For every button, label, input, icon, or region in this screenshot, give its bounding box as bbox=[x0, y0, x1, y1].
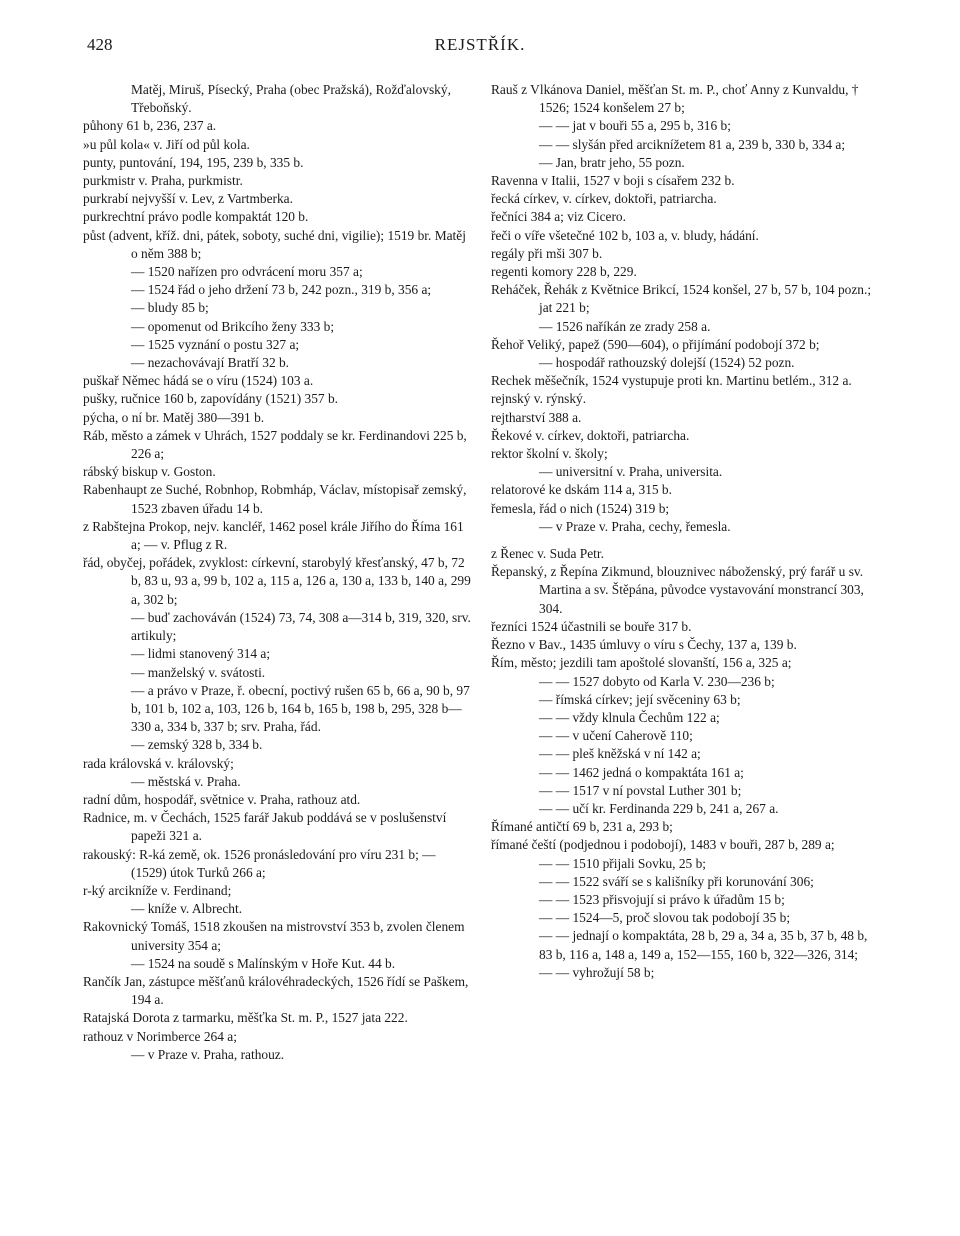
index-entry: Rauš z Vlkánova Daniel, měšťan St. m. P., choť Anny z Kunvaldu, † 1526; 1524 konšelem 27 b; bbox=[491, 82, 859, 116]
index-entry: radní dům, hospodář, světnice v. Praha, rathouz atd. bbox=[83, 791, 361, 807]
index-entry: — — 1524—5, proč slovou tak podobojí 35 b; bbox=[539, 910, 791, 926]
index-entry: — — 1517 v ní povstal Luther 301 b; bbox=[539, 782, 742, 798]
index-entry: rakouský: R-ká země, ok. 1526 pronásledování pro víru 231 b; — (1529) útok Turků 266 a; bbox=[83, 846, 436, 880]
index-entry: — buď zachováván (1524) 73, 74, 308 a—314 b, 319, 320, srv. artikuly; bbox=[131, 609, 471, 644]
index-entry: relatorové ke dskám 114 a, 315 b. bbox=[491, 482, 672, 498]
index-entry: římané čeští (podjednou i podobojí), 1483 v bouři, 287 b, 289 a; bbox=[491, 837, 835, 853]
index-entry: řezníci 1524 účastnili se bouře 317 b. bbox=[491, 618, 692, 634]
index-entry: Rakovnický Tomáš, 1518 zkoušen na mistrovství 353 b, zvolen členem university 354 a; bbox=[83, 919, 465, 953]
index-entry: řemesla, řád o nich (1524) 319 b; bbox=[491, 500, 670, 516]
index-entry: — 1525 vyznání o postu 327 a; bbox=[131, 336, 300, 352]
index-entry: pýcha, o ní br. Matěj 380—391 b. bbox=[83, 409, 265, 425]
index-entry: pušky, ručnice 160 b, zapovídány (1521) 357 b. bbox=[83, 391, 338, 407]
index-entry: — — pleš kněžská v ní 142 a; bbox=[539, 746, 701, 762]
index-entry: rektor školní v. školy; bbox=[491, 446, 608, 462]
index-entry: — — v učení Caherově 110; bbox=[539, 728, 693, 744]
index-entry: — — vždy klnula Čechům 122 a; bbox=[539, 709, 720, 725]
index-entry: — — vyhrožují 58 b; bbox=[539, 964, 655, 980]
index-entry: purkrechtní právo podle kompaktát 120 b. bbox=[83, 209, 309, 225]
index-entry: — Jan, bratr jeho, 55 pozn. bbox=[539, 154, 685, 170]
index-entry: Římané antičtí 69 b, 231 a, 293 b; bbox=[491, 819, 673, 835]
index-entry: — nezachovávají Bratří 32 b. bbox=[131, 355, 290, 371]
index-entry: — — 1510 přijali Sovku, 25 b; bbox=[539, 855, 707, 871]
index-entry: — v Praze v. Praha, rathouz. bbox=[131, 1046, 285, 1062]
index-entry: Ratajská Dorota z tarmarku, měšťka St. m. P., 1527 jata 222. bbox=[83, 1010, 408, 1026]
entry-spacer bbox=[491, 536, 877, 545]
index-entry: rathouz v Norimberce 264 a; bbox=[83, 1028, 237, 1044]
running-title: REJSTŘÍK. bbox=[434, 35, 526, 54]
page-number: 428 bbox=[87, 35, 113, 54]
index-entry: — universitní v. Praha, universita. bbox=[539, 464, 723, 480]
index-entry: — hospodář rathouzský dolejší (1524) 52 pozn. bbox=[539, 355, 795, 371]
index-entry: Ráb, město a zámek v Uhrách, 1527 poddaly se kr. Ferdinandovi 225 b, 226 a; bbox=[83, 427, 467, 462]
index-entry: z Řenec v. Suda Petr. bbox=[491, 546, 604, 562]
index-entry: regenti komory 228 b, 229. bbox=[491, 264, 637, 280]
index-entry: Rechek měšečník, 1524 vystupuje proti kn. Martinu betlém., 312 a. bbox=[491, 373, 852, 389]
index-entry: řečníci 384 a; viz Cicero. bbox=[491, 209, 626, 225]
index-entry: — zemský 328 b, 334 b. bbox=[131, 737, 263, 753]
index-entry: puškař Němec hádá se o víru (1524) 103 a. bbox=[83, 373, 314, 389]
index-entry: Řezno v Bav., 1435 úmluvy o víru s Čechy, 137 a, 139 b. bbox=[491, 637, 797, 653]
index-entry: rejtharství 388 a. bbox=[491, 409, 582, 425]
index-entry: — — 1522 sváří se s kališníky při korunování 306; bbox=[539, 873, 814, 889]
index-entry: — manželský v. svátosti. bbox=[131, 664, 266, 680]
index-entry: — 1520 nařízen pro odvrácení moru 357 a; bbox=[131, 264, 363, 280]
index-entry: punty, puntování, 194, 195, 239 b, 335 b. bbox=[83, 154, 304, 170]
index-entry: regály při mši 307 b. bbox=[491, 245, 603, 261]
index-entry: »u půl kola« v. Jiří od půl kola. bbox=[83, 136, 250, 152]
index-entry: Matěj, Miruš, Písecký, Praha (obec Pražská), Rožďalovský, Třeboňský. bbox=[131, 82, 451, 116]
index-entry: — a právo v Praze, ř. obecní, poctivý rušen 65 b, 66 a, 90 b, 97 b, 101 b, 102 a, 103, 126 b, 164 b, 165 b, 198 b, 295, 328 b—330 a, 334 b, 337 b; srv. Praha, řád. bbox=[131, 682, 470, 735]
index-entry: — — 1523 přisvojují si právo k úřadům 15 b; bbox=[539, 891, 785, 907]
index-entry: — opomenut od Brikcího ženy 333 b; bbox=[131, 318, 335, 334]
index-entry: řecká církev, v. církev, doktoři, patriarcha. bbox=[491, 191, 717, 207]
index-entry: r-ký arcikníže v. Ferdinand; bbox=[83, 882, 232, 898]
index-entry: Ravenna v Italii, 1527 v boji s císařem 232 b. bbox=[491, 173, 735, 189]
index-entry: rejnský v. rýnský. bbox=[491, 391, 587, 407]
index-entry: půst (advent, kříž. dni, pátek, soboty, suché dni, vigilie); 1519 br. Matěj o něm 388 b; bbox=[83, 227, 466, 261]
index-entry: řeči o víře všetečné 102 b, 103 a, v. bludy, hádání. bbox=[491, 227, 759, 243]
index-entry: Radnice, m. v Čechách, 1525 farář Jakub poddává se v poslušenství papeži 321 a. bbox=[83, 810, 447, 844]
index-entry: — 1524 řád o jeho držení 73 b, 242 pozn., 319 b, 356 a; bbox=[131, 282, 432, 298]
index-entry: — — 1527 dobyto od Karla V. 230—236 b; bbox=[539, 673, 775, 689]
index-entry: — městská v. Praha. bbox=[131, 773, 241, 789]
index-column-left bbox=[83, 81, 473, 1064]
index-entry: půhony 61 b, 236, 237 a. bbox=[83, 118, 217, 134]
index-entry: Řepanský, z Řepína Zikmund, blouznivec náboženský, prý farář u sv. Martina a sv. Štěpána, původce vystavování monstrancí 303, 304. bbox=[491, 564, 864, 616]
index-entry: — — 1462 jedná o kompaktáta 161 a; bbox=[539, 764, 744, 780]
index-entry: — 1526 naříkán ze zrady 258 a. bbox=[539, 318, 711, 334]
index-entry: — římská církev; její svěceniny 63 b; bbox=[539, 691, 741, 707]
index-entry: — lidmi stanovený 314 a; bbox=[131, 646, 271, 662]
index-entry: Řehoř Veliký, papež (590—604), o přijímání podobojí 372 b; bbox=[491, 336, 820, 352]
index-entry: z Rabštejna Prokop, nejv. kancléř, 1462 posel krále Jiřího do Říma 161 a; — v. Pflug z R. bbox=[83, 518, 464, 553]
index-entry: purkmistr v. Praha, purkmistr. bbox=[83, 173, 243, 189]
index-entry: — 1524 na soudě s Malínským v Hoře Kut. 44 b. bbox=[131, 955, 396, 971]
index-entry: — v Praze v. Praha, cechy, řemesla. bbox=[539, 518, 731, 534]
index-entry: Reháček, Řehák z Květnice Brikcí, 1524 konšel, 27 b, 57 b, 104 pozn.; jat 221 b; bbox=[491, 282, 872, 316]
index-column-right bbox=[491, 81, 877, 982]
index-entry: — — jat v bouři 55 a, 295 b, 316 b; bbox=[539, 118, 731, 134]
index-entry: — bludy 85 b; bbox=[131, 300, 209, 316]
index-entry: Řím, město; jezdili tam apoštolé slovanští, 156 a, 325 a; bbox=[491, 655, 792, 671]
index-entry: Řekové v. církev, doktoři, patriarcha. bbox=[491, 427, 690, 443]
index-entry: — kníže v. Albrecht. bbox=[131, 901, 243, 917]
index-entry: — — jednají o kompaktáta, 28 b, 29 a, 34 a, 35 b, 37 b, 48 b, 83 b, 116 a, 148 a, 149 a, 152—155, 160 b, 322—326, 314; bbox=[539, 928, 868, 962]
index-entry: — — slyšán před arciknížetem 81 a, 239 b, 330 b, 334 a; bbox=[539, 136, 846, 152]
index-entry: purkrabí nejvyšší v. Lev, z Vartmberka. bbox=[83, 191, 293, 207]
index-entry: Rančík Jan, zástupce měšťanů královéhradeckých, 1526 řídí se Paškem, 194 a. bbox=[83, 973, 469, 1008]
index-entry: Rabenhaupt ze Suché, Robnhop, Robmháp, Václav, místopisař zemský, 1523 zbaven úřadu 14 b. bbox=[83, 482, 467, 516]
index-entry: řád, obyčej, pořádek, zvyklost: církevní, starobylý křesťanský, 47 b, 72 b, 83 u, 93 a, 99 b, 102 a, 115 a, 126 a, 130 a, 133 b, 140 a, 299 a, 302 b; bbox=[83, 555, 471, 607]
index-entry: rada královská v. královský; bbox=[83, 755, 234, 771]
index-entry: rábský biskup v. Goston. bbox=[83, 464, 216, 480]
index-entry: — — učí kr. Ferdinanda 229 b, 241 a, 267 a. bbox=[539, 800, 779, 816]
